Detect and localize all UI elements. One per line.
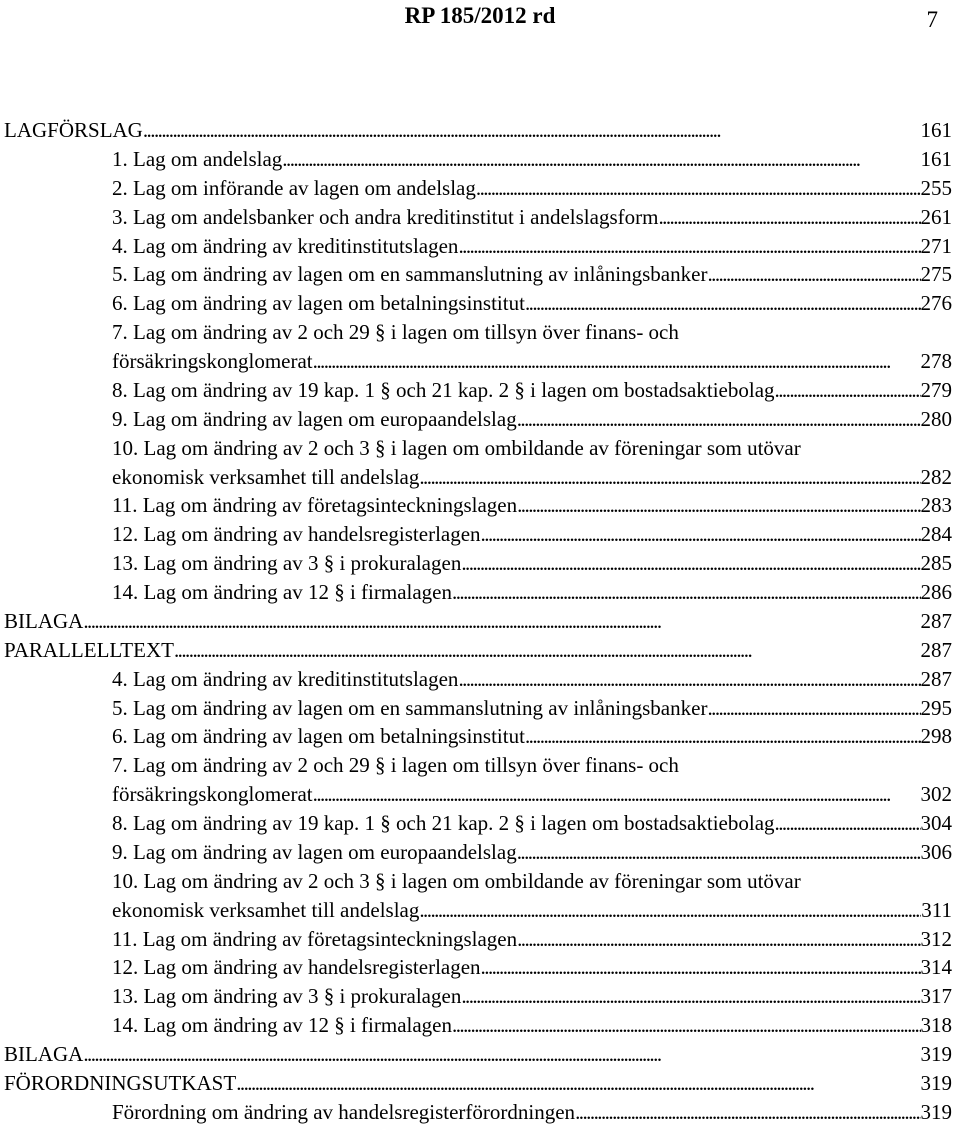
dot-leader <box>517 838 921 867</box>
dot-leader <box>461 549 920 578</box>
toc-entry-title: 4. Lag om ändring av kreditinstitutslagen <box>112 233 459 258</box>
dot-leader <box>174 636 921 665</box>
toc-entry-title: 5. Lag om ändring av lagen om en sammanslutning av inlåningsbanker <box>112 262 708 287</box>
toc-entry-title: 14. Lag om ändring av 12 § i firmalagen <box>112 580 452 604</box>
toc-entry-title: ekonomisk verksamhet till andelslag <box>112 464 420 489</box>
toc-entry[interactable] <box>0 925 952 954</box>
toc-entry-title: försäkringskonglomerat <box>112 349 313 373</box>
toc-entry[interactable] <box>0 549 952 578</box>
toc-entry-page: 287 <box>920 608 952 633</box>
dot-leader <box>575 1098 920 1127</box>
toc-entry[interactable] <box>0 1069 952 1098</box>
toc-entry-title: 13. Lag om ändring av 3 § i prokuralagen <box>112 984 462 1009</box>
toc-entry-title: 1. Lag om andelslag <box>112 146 283 171</box>
dot-leader <box>83 1040 920 1069</box>
toc-entry-title: 7. Lag om ändring av 2 och 29 § i lagen om tillsyn över finans- och <box>112 753 679 778</box>
dot-leader <box>481 520 921 549</box>
toc-entry-title: 13. Lag om ändring av 3 § i prokuralagen <box>112 551 462 576</box>
toc-entry[interactable] <box>0 1040 952 1069</box>
toc-entry-page: 298 <box>920 724 952 749</box>
toc-entry[interactable] <box>0 289 952 318</box>
toc-entry-title: 5. Lag om ändring av lagen om en sammanslutning av inlåningsbanker <box>112 695 708 720</box>
toc-entry-page: 161 <box>920 118 952 142</box>
toc-entry-title: 9. Lag om ändring av lagen om europaandelslag <box>112 839 517 864</box>
toc-entry-page: 311 <box>921 897 952 922</box>
toc-entry-page: 306 <box>920 839 952 864</box>
dot-leader <box>236 1069 920 1098</box>
toc-entry-page: 284 <box>920 522 952 547</box>
toc-entry[interactable] <box>0 694 952 723</box>
toc-entry-title: 12. Lag om ändring av handelsregisterlagen <box>112 522 481 547</box>
dot-leader <box>525 722 921 751</box>
dot-leader <box>517 925 920 954</box>
toc-entry-title: BILAGA <box>4 1042 84 1066</box>
toc-entry-page: 319 <box>920 1042 952 1066</box>
dot-leader <box>775 376 921 405</box>
toc-entry[interactable] <box>0 607 952 636</box>
toc-entry-title: 10. Lag om ändring av 2 och 3 § i lagen om ombildande av föreningar som utövar <box>112 435 801 460</box>
dot-leader <box>282 145 920 174</box>
toc-entry[interactable] <box>0 1098 952 1127</box>
toc-entry[interactable] <box>0 174 952 203</box>
toc-entry-title: BILAGA <box>4 608 84 633</box>
page-number: 7 <box>926 7 938 32</box>
toc-entry-page: 282 <box>920 464 952 489</box>
dot-leader <box>458 665 920 694</box>
toc-entry[interactable] <box>0 665 952 694</box>
toc-entry-page: 279 <box>920 377 952 402</box>
toc-entry-title: 10. Lag om ändring av 2 och 3 § i lagen om ombildande av föreningar som utövar <box>112 868 801 893</box>
toc-entry-page: 286 <box>920 580 952 604</box>
dot-leader <box>525 289 921 318</box>
toc-entry-title: 6. Lag om ändring av lagen om betalningsinstitut <box>112 291 525 316</box>
toc-entry[interactable] <box>0 867 952 896</box>
toc-entry-title: 6. Lag om ändring av lagen om betalningsinstitut <box>112 724 525 749</box>
toc-entry-page: 280 <box>920 406 952 431</box>
table-of-contents <box>0 116 952 1127</box>
toc-entry-title: Förordning om ändring av handelsregisterförordningen <box>112 1099 576 1124</box>
dot-leader <box>707 694 920 723</box>
toc-entry[interactable] <box>0 347 952 376</box>
toc-entry-page: 278 <box>920 349 952 373</box>
toc-entry-page: 161 <box>920 146 952 171</box>
toc-entry[interactable] <box>0 116 952 145</box>
toc-entry[interactable] <box>0 722 952 751</box>
dot-leader <box>83 607 920 636</box>
toc-entry[interactable] <box>0 982 952 1011</box>
toc-entry[interactable] <box>0 953 952 982</box>
toc-entry-page: 271 <box>920 233 952 258</box>
toc-entry-title: 11. Lag om ändring av företagsinteckningslagen <box>112 493 518 518</box>
toc-entry-title: PARALLELLTEXT <box>4 637 174 662</box>
dot-leader <box>313 347 921 376</box>
toc-entry[interactable] <box>0 578 952 607</box>
toc-entry-title: ekonomisk verksamhet till andelslag <box>112 897 420 922</box>
document-id: RP 185/2012 rd <box>404 3 556 28</box>
toc-entry-title: försäkringskonglomerat <box>112 782 313 807</box>
toc-entry[interactable] <box>0 376 952 405</box>
toc-entry-page: 283 <box>920 493 952 518</box>
toc-entry-page: 275 <box>920 262 952 287</box>
dot-leader <box>461 982 920 1011</box>
toc-entry-title: 14. Lag om ändring av 12 § i firmalagen <box>112 1013 452 1038</box>
toc-entry-title: 7. Lag om ändring av 2 och 29 § i lagen om tillsyn över finans- och <box>112 320 679 345</box>
toc-entry[interactable] <box>0 780 952 809</box>
toc-entry-page: 304 <box>920 811 952 835</box>
dot-leader <box>481 953 921 982</box>
toc-entry[interactable] <box>0 1011 952 1040</box>
toc-entry[interactable] <box>0 232 952 261</box>
toc-entry-page: 319 <box>920 1099 952 1124</box>
dot-leader <box>658 203 920 232</box>
toc-entry-title: 8. Lag om ändring av 19 kap. 1 § och 21 kap. 2 § i lagen om bostadsaktiebolag <box>112 377 775 402</box>
toc-entry-page: 302 <box>920 782 952 807</box>
toc-entry[interactable] <box>0 636 952 665</box>
page-header <box>0 0 960 40</box>
dot-leader <box>452 578 921 607</box>
toc-entry[interactable] <box>0 751 952 780</box>
dot-leader <box>143 116 921 145</box>
toc-entry[interactable] <box>0 491 952 520</box>
toc-entry[interactable] <box>0 896 952 925</box>
toc-entry[interactable] <box>0 405 952 434</box>
toc-entry-page: 287 <box>920 666 952 691</box>
dot-leader <box>452 1011 921 1040</box>
toc-entry[interactable] <box>0 318 952 347</box>
toc-entry-title: 2. Lag om införande av lagen om andelslag <box>112 175 476 200</box>
toc-entry-page: 261 <box>920 204 952 229</box>
dot-leader <box>707 260 920 289</box>
toc-entry-title: FÖRORDNINGSUTKAST <box>4 1070 237 1095</box>
dot-leader <box>517 491 920 520</box>
toc-entry[interactable] <box>0 463 952 492</box>
toc-entry-page: 318 <box>920 1013 952 1038</box>
dot-leader <box>517 405 921 434</box>
toc-entry[interactable] <box>0 809 952 838</box>
dot-leader <box>419 896 921 925</box>
toc-entry-page: 255 <box>920 175 952 200</box>
toc-entry-page: 287 <box>920 637 952 662</box>
toc-entry[interactable] <box>0 203 952 232</box>
toc-entry-title: 9. Lag om ändring av lagen om europaandelslag <box>112 406 517 431</box>
toc-entry[interactable] <box>0 145 952 174</box>
toc-entry-page: 295 <box>920 695 952 720</box>
toc-entry-title: 12. Lag om ändring av handelsregisterlagen <box>112 955 481 980</box>
toc-entry-page: 317 <box>920 984 952 1009</box>
dot-leader <box>419 463 920 492</box>
toc-entry-page: 285 <box>920 551 952 576</box>
dot-leader <box>458 232 920 261</box>
dot-leader <box>775 809 921 838</box>
toc-entry-page: 276 <box>920 291 952 316</box>
toc-entry-title: 11. Lag om ändring av företagsinteckningslagen <box>112 926 518 951</box>
dot-leader <box>476 174 921 203</box>
toc-entry[interactable] <box>0 520 952 549</box>
dot-leader <box>313 780 921 809</box>
toc-entry-title: 8. Lag om ändring av 19 kap. 1 § och 21 kap. 2 § i lagen om bostadsaktiebolag <box>112 811 775 835</box>
toc-entry[interactable] <box>0 434 952 463</box>
toc-entry-title: LAGFÖRSLAG <box>4 118 143 142</box>
toc-entry-page: 312 <box>920 926 952 951</box>
toc-entry-page: 314 <box>920 955 952 980</box>
toc-entry[interactable] <box>0 838 952 867</box>
toc-entry-page: 319 <box>920 1070 952 1095</box>
toc-entry[interactable] <box>0 260 952 289</box>
toc-entry-title: 4. Lag om ändring av kreditinstitutslagen <box>112 666 459 691</box>
toc-entry-title: 3. Lag om andelsbanker och andra kreditinstitut i andelslagsform <box>112 204 659 229</box>
